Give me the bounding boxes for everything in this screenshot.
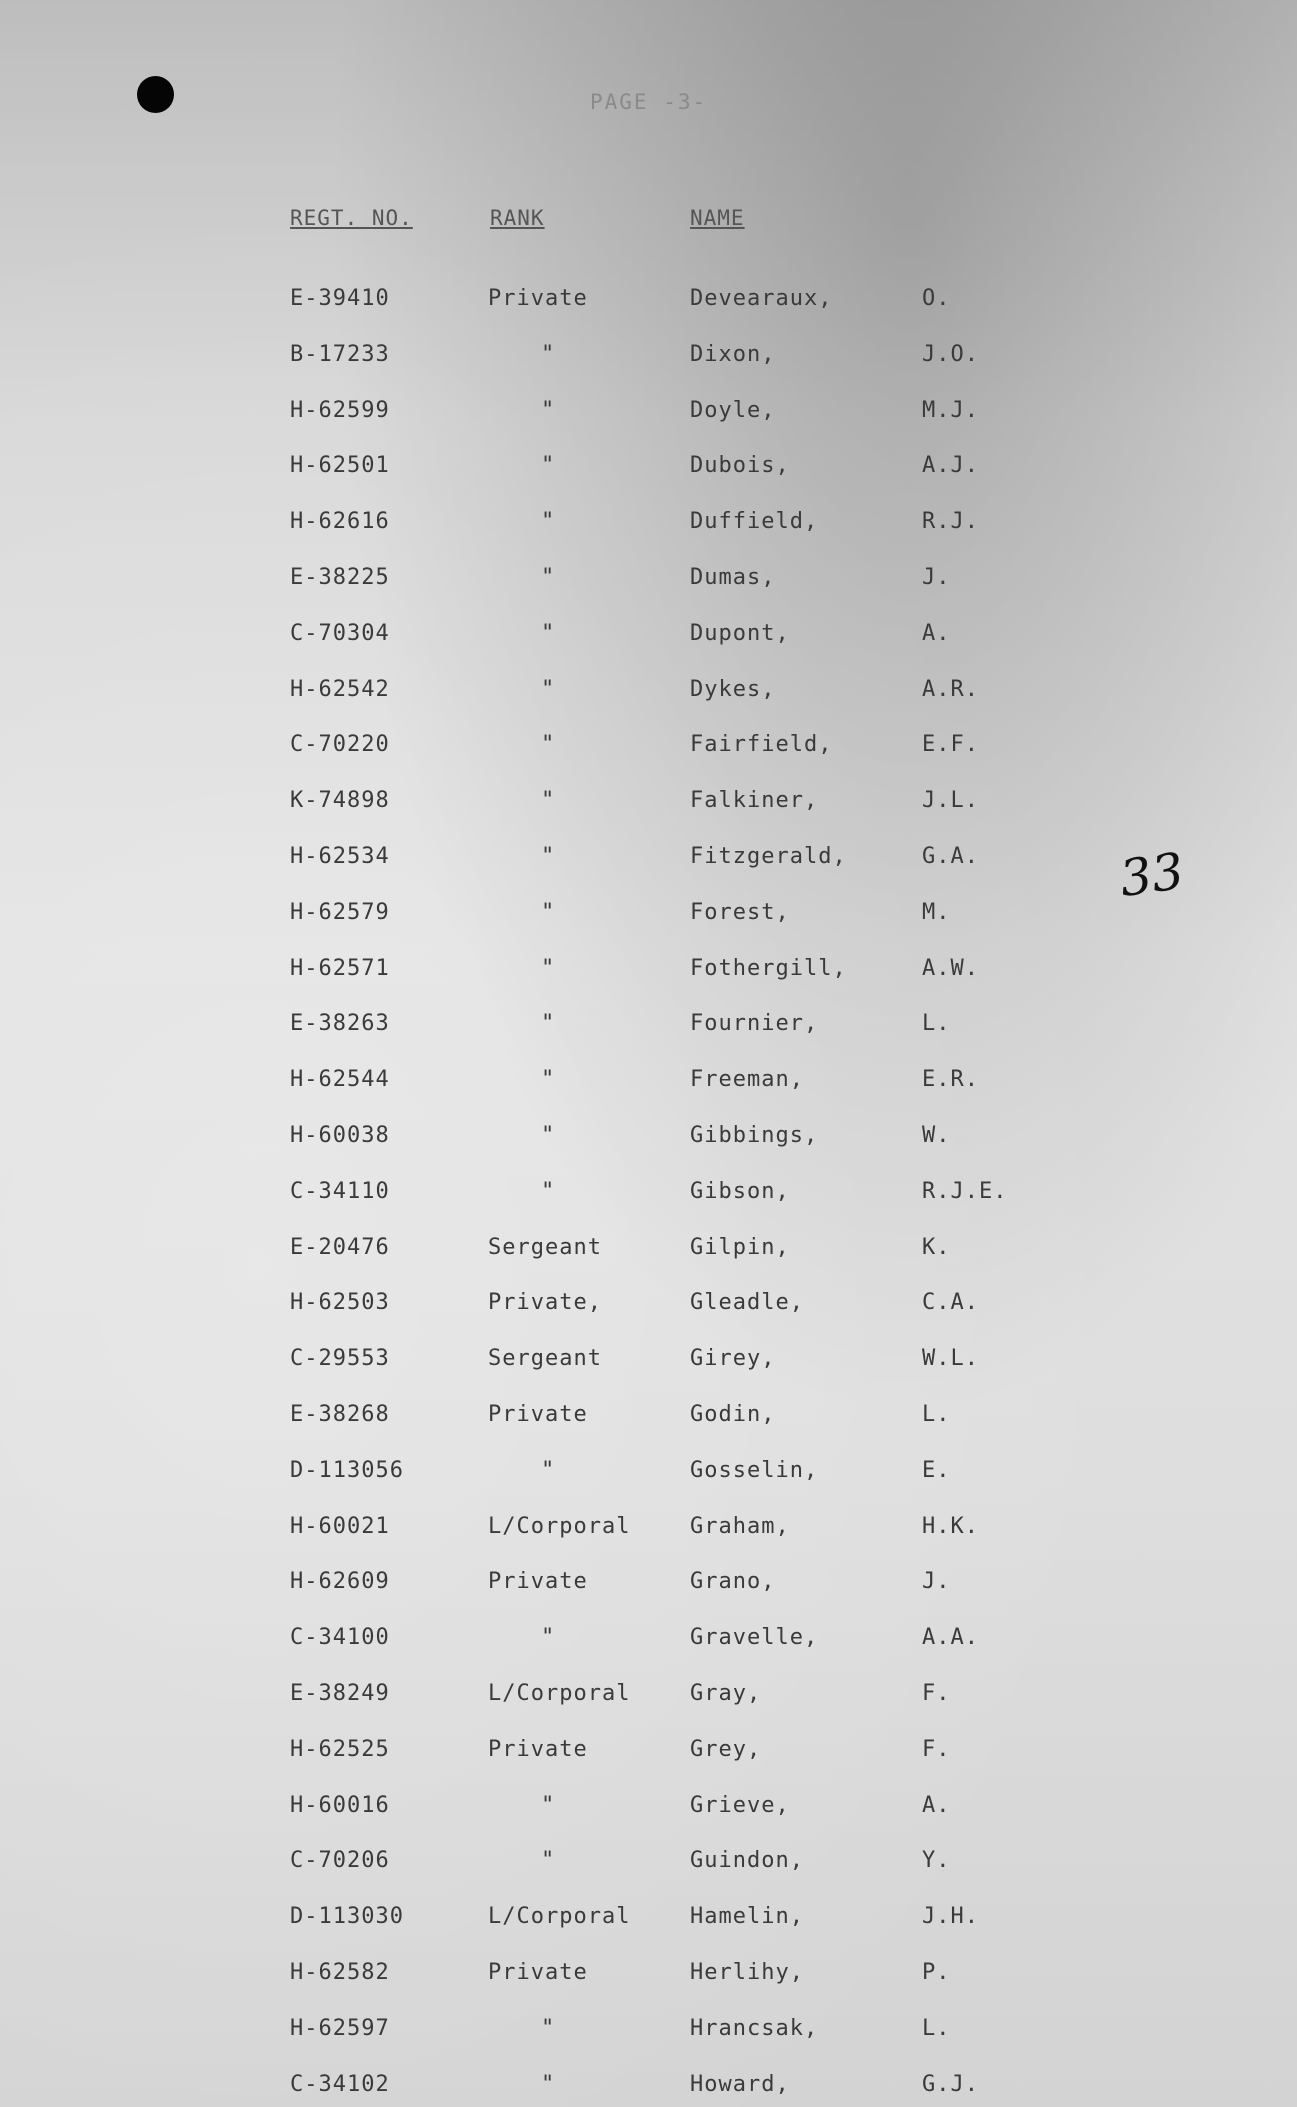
surname-cell: Gleadle, bbox=[690, 1290, 804, 1316]
regt-no-cell: E-20476 bbox=[290, 1234, 390, 1260]
list-row bbox=[0, 453, 1297, 493]
list-row bbox=[0, 398, 1297, 438]
list-row bbox=[0, 1290, 1297, 1330]
initials-cell: C.A. bbox=[922, 1290, 979, 1316]
regt-no-cell: H-60038 bbox=[290, 1123, 390, 1148]
regt-no-cell: H-62525 bbox=[290, 1736, 390, 1762]
rank-cell: " bbox=[541, 620, 556, 646]
surname-cell: Fitzgerald, bbox=[690, 844, 847, 869]
regt-no-cell: E-38263 bbox=[290, 1011, 390, 1037]
initials-cell: A.W. bbox=[922, 955, 979, 981]
surname-cell: Graham, bbox=[690, 1513, 790, 1539]
punch-hole bbox=[137, 76, 174, 113]
surname-cell: Fairfield, bbox=[690, 732, 833, 758]
regt-no-cell: C-70206 bbox=[290, 1848, 390, 1874]
initials-cell: K. bbox=[922, 1234, 951, 1260]
regt-no-cell: E-38225 bbox=[290, 565, 390, 590]
rank-cell: Sergeant bbox=[488, 1346, 602, 1372]
surname-cell: Gibbings, bbox=[690, 1123, 819, 1148]
rank-cell: " bbox=[541, 1625, 556, 1651]
surname-cell: Guindon, bbox=[690, 1848, 804, 1874]
rank-cell: " bbox=[541, 955, 556, 981]
surname-cell: Hrancsak, bbox=[690, 2015, 819, 2041]
page-number: PAGE -3- bbox=[590, 90, 708, 114]
initials-cell: L. bbox=[922, 2015, 951, 2041]
list-row bbox=[0, 1569, 1297, 1609]
rank-cell: L/Corporal bbox=[488, 1513, 631, 1539]
list-row bbox=[0, 1346, 1297, 1386]
rank-cell: " bbox=[541, 1457, 556, 1483]
surname-cell: Grey, bbox=[690, 1736, 762, 1762]
initials-cell: H.K. bbox=[922, 1513, 979, 1539]
rank-cell: " bbox=[541, 2071, 556, 2097]
surname-cell: Hamelin, bbox=[690, 1904, 804, 1930]
surname-cell: Gray, bbox=[690, 1681, 762, 1706]
list-row bbox=[0, 677, 1297, 717]
regt-no-cell: D-113030 bbox=[290, 1904, 404, 1930]
initials-cell: M.J. bbox=[922, 397, 979, 423]
initials-cell: F. bbox=[922, 1736, 951, 1762]
list-row bbox=[0, 1123, 1297, 1163]
rank-cell: " bbox=[541, 2015, 556, 2041]
list-row bbox=[0, 1011, 1297, 1051]
rank-cell: " bbox=[541, 844, 556, 869]
regt-no-cell: H-60016 bbox=[290, 1792, 390, 1818]
surname-cell: Falkiner, bbox=[690, 788, 819, 814]
regt-no-cell: C-70304 bbox=[290, 620, 390, 646]
regt-no-cell: C-34100 bbox=[290, 1625, 390, 1651]
surname-cell: Girey, bbox=[690, 1346, 776, 1372]
initials-cell: J.O. bbox=[922, 341, 979, 367]
initials-cell: W. bbox=[922, 1123, 951, 1148]
rank-cell: Sergeant bbox=[488, 1234, 602, 1260]
surname-cell: Forest, bbox=[690, 899, 790, 925]
regt-no-cell: B-17233 bbox=[290, 341, 390, 367]
regt-no-cell: D-113056 bbox=[290, 1457, 404, 1483]
rank-cell: " bbox=[541, 565, 556, 590]
rank-cell: " bbox=[541, 509, 556, 535]
list-row bbox=[0, 565, 1297, 605]
initials-cell: J. bbox=[922, 565, 951, 590]
surname-cell: Fournier, bbox=[690, 1011, 819, 1037]
initials-cell: Y. bbox=[922, 1848, 951, 1874]
rank-cell: " bbox=[541, 1123, 556, 1148]
initials-cell: O. bbox=[922, 286, 951, 311]
surname-cell: Howard, bbox=[690, 2071, 790, 2097]
list-row bbox=[0, 1737, 1297, 1777]
regt-no-cell: H-62597 bbox=[290, 2015, 390, 2041]
regt-no-cell: C-29553 bbox=[290, 1346, 390, 1372]
initials-cell: J.H. bbox=[922, 1904, 979, 1930]
initials-cell: A.R. bbox=[922, 676, 979, 702]
list-row bbox=[0, 788, 1297, 828]
regt-no-cell: K-74898 bbox=[290, 788, 390, 814]
regt-no-cell: C-70220 bbox=[290, 732, 390, 758]
list-row bbox=[0, 1067, 1297, 1107]
list-row bbox=[0, 2016, 1297, 2056]
surname-cell: Freeman, bbox=[690, 1067, 804, 1093]
rank-cell: " bbox=[541, 1792, 556, 1818]
rank-cell: Private bbox=[488, 1960, 588, 1985]
regt-no-cell: H-62579 bbox=[290, 899, 390, 925]
rank-cell: L/Corporal bbox=[488, 1681, 631, 1706]
initials-cell: L. bbox=[922, 1011, 951, 1037]
rank-cell: " bbox=[541, 788, 556, 814]
rank-cell: " bbox=[541, 899, 556, 925]
rank-cell: " bbox=[541, 341, 556, 367]
list-row bbox=[0, 956, 1297, 996]
surname-cell: Dumas, bbox=[690, 565, 776, 590]
rank-cell: " bbox=[541, 1011, 556, 1037]
regt-no-cell: E-39410 bbox=[290, 286, 390, 311]
initials-cell: A.A. bbox=[922, 1625, 979, 1651]
surname-cell: Gosselin, bbox=[690, 1457, 819, 1483]
surname-cell: Grano, bbox=[690, 1569, 776, 1595]
surname-cell: Gibson, bbox=[690, 1178, 790, 1204]
list-row bbox=[0, 342, 1297, 382]
initials-cell: J.L. bbox=[922, 788, 979, 814]
regt-no-cell: H-62582 bbox=[290, 1960, 390, 1985]
regt-no-cell: H-62616 bbox=[290, 509, 390, 535]
surname-cell: Gilpin, bbox=[690, 1234, 790, 1260]
rank-cell: " bbox=[541, 732, 556, 758]
initials-cell: F. bbox=[922, 1681, 951, 1706]
regt-no-cell: H-62501 bbox=[290, 453, 390, 479]
initials-cell: L. bbox=[922, 1402, 951, 1427]
rank-cell: Private bbox=[488, 1736, 588, 1762]
regt-no-cell: C-34110 bbox=[290, 1178, 390, 1204]
rank-cell: " bbox=[541, 1848, 556, 1874]
list-row bbox=[0, 900, 1297, 940]
rank-cell: " bbox=[541, 397, 556, 423]
surname-cell: Dupont, bbox=[690, 620, 790, 646]
initials-cell: A. bbox=[922, 620, 951, 646]
rank-cell: " bbox=[541, 676, 556, 702]
regt-no-cell: E-38249 bbox=[290, 1681, 390, 1706]
initials-cell: A. bbox=[922, 1792, 951, 1818]
rank-cell: " bbox=[541, 1067, 556, 1093]
regt-no-cell: H-62599 bbox=[290, 397, 390, 423]
list-row bbox=[0, 286, 1297, 326]
regt-no-cell: H-60021 bbox=[290, 1513, 390, 1539]
list-row bbox=[0, 1514, 1297, 1554]
list-row bbox=[0, 1458, 1297, 1498]
initials-cell: R.J.E. bbox=[922, 1178, 1008, 1204]
header-rank: RANK bbox=[490, 206, 545, 230]
initials-cell: W.L. bbox=[922, 1346, 979, 1372]
rank-cell: Private, bbox=[488, 1290, 602, 1316]
surname-cell: Godin, bbox=[690, 1402, 776, 1427]
rank-cell: Private bbox=[488, 286, 588, 311]
initials-cell: G.J. bbox=[922, 2071, 979, 2097]
initials-cell: P. bbox=[922, 1960, 951, 1985]
surname-cell: Doyle, bbox=[690, 397, 776, 423]
regt-no-cell: H-62542 bbox=[290, 676, 390, 702]
list-row bbox=[0, 1960, 1297, 2000]
list-row bbox=[0, 1904, 1297, 1944]
initials-cell: M. bbox=[922, 899, 951, 925]
surname-cell: Duffield, bbox=[690, 509, 819, 535]
list-row bbox=[0, 1625, 1297, 1665]
list-row bbox=[0, 844, 1297, 884]
initials-cell: E. bbox=[922, 1457, 951, 1483]
regt-no-cell: H-62544 bbox=[290, 1067, 390, 1093]
list-row bbox=[0, 509, 1297, 549]
surname-cell: Dixon, bbox=[690, 341, 776, 367]
rank-cell: Private bbox=[488, 1569, 588, 1595]
surname-cell: Fothergill, bbox=[690, 955, 847, 981]
regt-no-cell: H-62534 bbox=[290, 844, 390, 869]
initials-cell: E.R. bbox=[922, 1067, 979, 1093]
surname-cell: Devearaux, bbox=[690, 286, 833, 311]
initials-cell: G.A. bbox=[922, 844, 979, 869]
regt-no-cell: H-62503 bbox=[290, 1290, 390, 1316]
regt-no-cell: C-34102 bbox=[290, 2071, 390, 2097]
surname-cell: Dykes, bbox=[690, 676, 776, 702]
list-row bbox=[0, 621, 1297, 661]
initials-cell: J. bbox=[922, 1569, 951, 1595]
list-row bbox=[0, 2072, 1297, 2107]
surname-cell: Gravelle, bbox=[690, 1625, 819, 1651]
handwritten-page-note: 33 bbox=[1116, 841, 1188, 909]
initials-cell: R.J. bbox=[922, 509, 979, 535]
rank-cell: " bbox=[541, 453, 556, 479]
list-row bbox=[0, 1681, 1297, 1721]
surname-cell: Grieve, bbox=[690, 1792, 790, 1818]
regt-no-cell: E-38268 bbox=[290, 1402, 390, 1427]
regt-no-cell: H-62571 bbox=[290, 955, 390, 981]
header-name: NAME bbox=[690, 206, 745, 230]
surname-cell: Herlihy, bbox=[690, 1960, 804, 1985]
list-row bbox=[0, 1793, 1297, 1833]
list-row bbox=[0, 1179, 1297, 1219]
rank-cell: " bbox=[541, 1178, 556, 1204]
surname-cell: Dubois, bbox=[690, 453, 790, 479]
list-row bbox=[0, 1402, 1297, 1442]
initials-cell: E.F. bbox=[922, 732, 979, 758]
initials-cell: A.J. bbox=[922, 453, 979, 479]
rank-cell: Private bbox=[488, 1402, 588, 1427]
list-row bbox=[0, 1235, 1297, 1275]
rank-cell: L/Corporal bbox=[488, 1904, 631, 1930]
list-row bbox=[0, 1848, 1297, 1888]
list-row bbox=[0, 732, 1297, 772]
header-regt-no: REGT. NO. bbox=[290, 206, 413, 230]
regt-no-cell: H-62609 bbox=[290, 1569, 390, 1595]
